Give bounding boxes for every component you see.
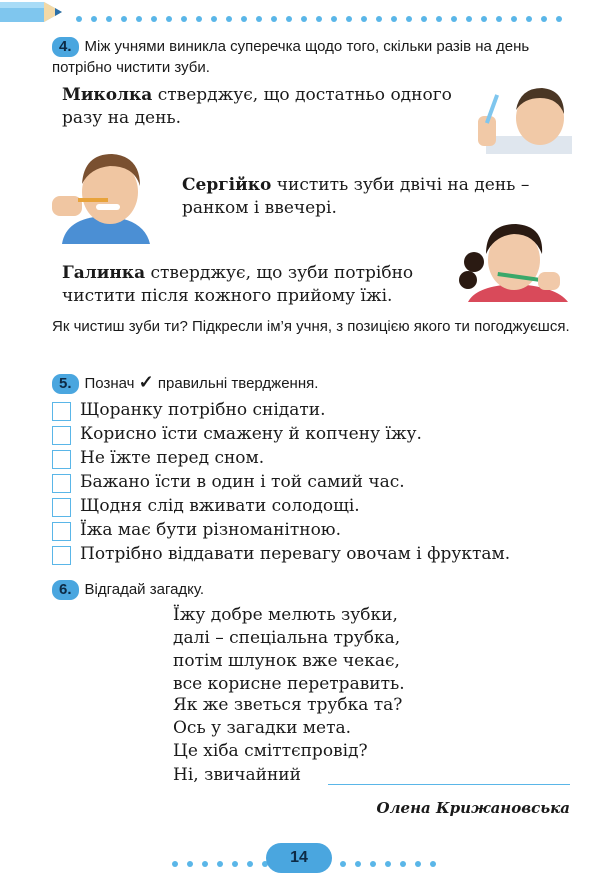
task5-badge: 5. [52, 374, 79, 394]
statement-3: Не їжте перед сном. [80, 448, 265, 468]
statement-checkbox-3[interactable] [52, 450, 71, 469]
halynka-statement [62, 262, 442, 308]
answer-blank-line[interactable] [328, 784, 570, 785]
statement-checkbox-4[interactable] [52, 474, 71, 493]
mykolka-name: Миколка [62, 85, 153, 105]
task6-prompt-text: Відгадай загадку. [84, 581, 205, 598]
statement-checkbox-6[interactable] [52, 522, 71, 541]
mykolka-photo [466, 80, 572, 154]
riddle-answer-prefix: Ні, звичайний [173, 765, 301, 785]
riddle-line: Це хіба сміттєпровід? [173, 741, 368, 761]
riddle-line: Їжу добре мелють зубки, [173, 605, 398, 625]
serhiiko-statement [182, 174, 578, 220]
task4-prompt [52, 36, 582, 78]
halynka-text: стверджує, що зуби потрібно чистити після кожного прийому їжі. [62, 263, 414, 306]
statement-2: Корисно їсти смажену й копчену їжу. [80, 424, 422, 444]
checkmark-icon: ✓ [138, 372, 154, 392]
mykolka-statement [62, 84, 462, 130]
riddle-line: Ось у загадки мета. [173, 718, 352, 738]
task4-question [52, 316, 582, 337]
page-number: 14 [290, 849, 308, 866]
statement-checkbox-1[interactable] [52, 402, 71, 421]
riddle-line: все корисне перетравить. [173, 674, 405, 694]
riddle-line: Як же зветься трубка та? [173, 695, 403, 715]
riddle-stanza-1 [173, 604, 473, 696]
page-number-badge [266, 843, 332, 873]
statement-checkbox-7[interactable] [52, 546, 71, 565]
task4-question-text: Як чистиш зуби ти? Підкресли ім’я учня, з позицією якого ти погоджуєшся. [52, 318, 570, 335]
riddle-author: Олена Крижановська [376, 799, 570, 817]
statement-6: Їжа має бути різноманітною. [80, 520, 342, 540]
task4-badge: 4. [52, 37, 79, 57]
footer-dots-left [172, 854, 277, 872]
riddle-stanza-2 [173, 694, 473, 763]
footer-dots-right [340, 854, 445, 872]
mykolka-text: стверджує, що достатньо одного разу на день. [62, 85, 452, 128]
statement-5: Щодня слід вживати солодощі. [80, 496, 360, 516]
task5-prompt-after: правильні твердження. [157, 375, 319, 392]
halynka-name: Галинка [62, 263, 146, 283]
task6-prompt [52, 579, 572, 600]
serhiiko-text: чистить зуби двічі на день – ранком і ввечері. [182, 175, 530, 218]
task5-prompt-before: Познач [84, 375, 135, 392]
statement-1: Щоранку потрібно снідати. [80, 400, 326, 420]
task4-prompt-text: Між учнями виникла суперечка щодо того, скільки разів на день потрібно чистити зуби. [52, 38, 530, 76]
task6-badge: 6. [52, 580, 79, 600]
task5-prompt [52, 372, 572, 394]
halynka-photo [458, 218, 572, 302]
statement-checkbox-5[interactable] [52, 498, 71, 517]
serhiiko-name: Сергійко [182, 175, 272, 195]
riddle-line: далі – спеціальна трубка, [173, 628, 401, 648]
statement-7: Потрібно віддавати перевагу овочам і фруктам. [80, 544, 511, 564]
statement-checkbox-2[interactable] [52, 426, 71, 445]
riddle-line: потім шлунок вже чекає, [173, 651, 400, 671]
top-dot-line [76, 9, 596, 27]
serhiiko-photo [52, 146, 156, 244]
statement-4: Бажано їсти в один і той самий час. [80, 472, 405, 492]
pencil-icon [0, 0, 64, 24]
